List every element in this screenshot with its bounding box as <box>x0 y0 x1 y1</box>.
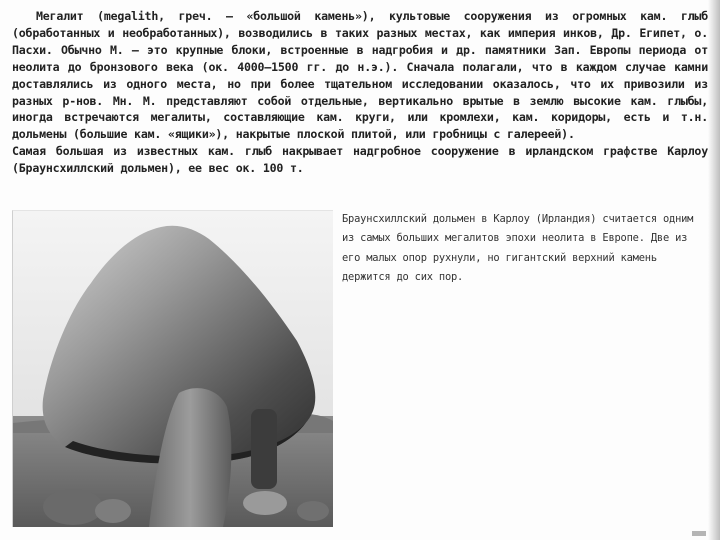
article-paragraph-2: Самая большая из известных кам. глыб накрывает надгробное сооружение в ирландском графстве Карлоу (Браунсхиллский дольмен), ее вес ок. 100 т. <box>12 144 708 176</box>
article-paragraph-1: Мегалит (megalith, греч. — «большой камень»), культовые сооружения из огромных кам. глыб (обработанных и необработанных), возводились в таких разных местах, как империя инков, Др. Египет, о. Пасхи. Обычно М. — это крупные блоки, встроенные в надгробия и др. памятники Зап. Европы периода от неолита до бронзового века (ок. 4000—1500 гг. до н.э.). Сначала полагали, что в каждом случае камни доставлялись из одного места, но при более тщательном исследовании оказалось, что их привозили из разных р-нов. Мн. М. представляют собой отдельные, вертикально врытые в землю высокие кам. глыбы, иногда встречаются мегалиты, составляющие кам. круги, или кромлехи, кам. коридоры, есть и т.н. дольмены (большие кам. «ящики»), накрытые плоской плитой, или гробницы с галереей). <box>12 9 708 142</box>
article-text <box>12 8 708 177</box>
corner-mark <box>692 531 706 536</box>
dolmen-photo <box>12 210 333 527</box>
photo-caption: Браунсхиллский дольмен в Карлоу (Ирландия) считается одним из самых больших мегалитов эпохи неолита в Европе. Две из его малых опор рухнули, но гигантский верхний камень держится до сих пор. <box>342 213 694 284</box>
boulder-left <box>43 489 103 525</box>
boulder-far-right <box>297 501 329 521</box>
boulder-right <box>243 491 287 515</box>
back-support-stone <box>251 409 277 489</box>
boulder-small <box>95 499 131 523</box>
slide-edge-shadow <box>708 0 720 540</box>
